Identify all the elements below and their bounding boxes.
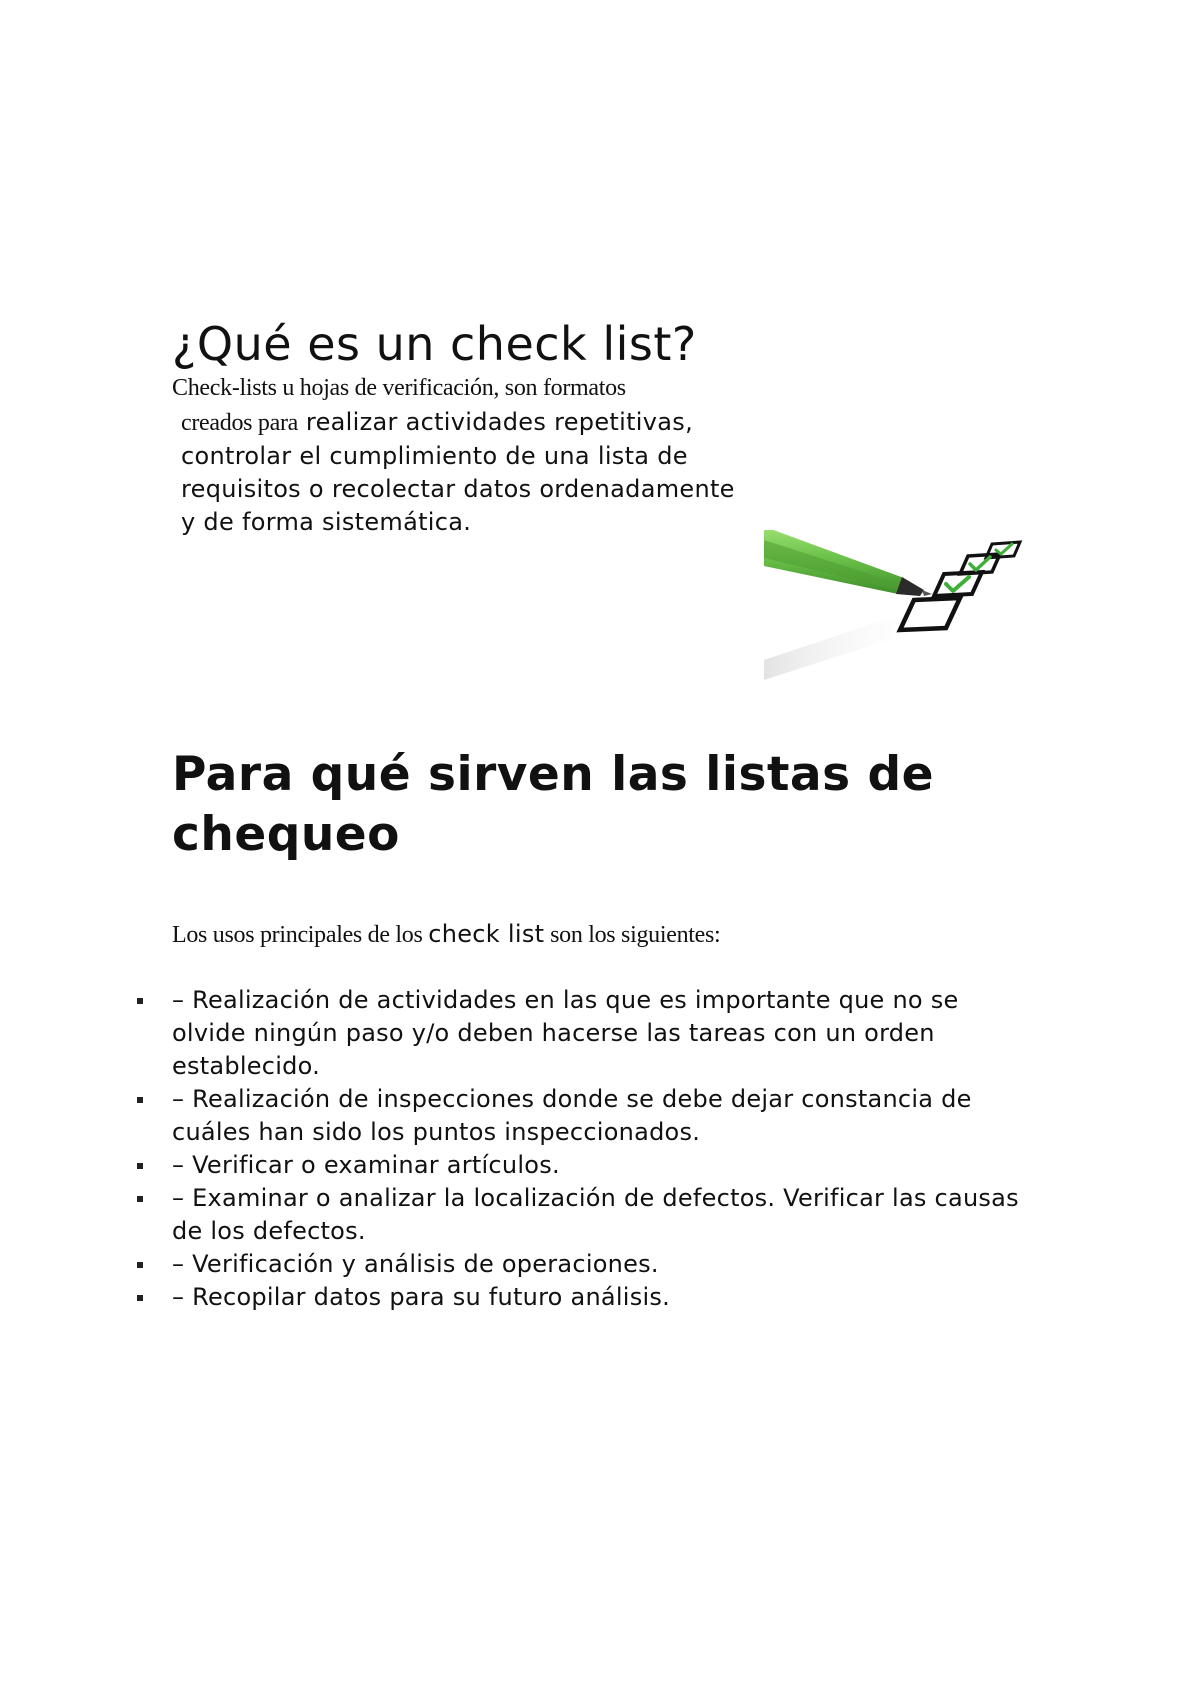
pen-checklist-icon bbox=[764, 530, 1028, 686]
bullet-icon bbox=[137, 1163, 143, 1169]
list-item bbox=[172, 984, 1032, 1083]
list-item bbox=[172, 1149, 1032, 1182]
list-item bbox=[172, 1083, 1032, 1149]
bullet-icon bbox=[137, 1295, 143, 1301]
list-item-text: – Realización de inspecciones donde se debe dejar constancia de cuáles han sido los puntos inspeccionados. bbox=[172, 1085, 972, 1146]
uses-intro-before: Los usos principales de los bbox=[172, 922, 429, 948]
list-item bbox=[172, 1281, 1032, 1314]
intro-paragraph bbox=[172, 372, 852, 539]
uses-intro-after: son los siguientes: bbox=[544, 922, 721, 948]
list-item-text: – Verificar o examinar artículos. bbox=[172, 1151, 560, 1179]
list-item-text: – Realización de actividades en las que es importante que no se olvide ningún paso y/o deben hacerse las tareas con un orden establecido. bbox=[172, 986, 959, 1080]
list-item-text: – Examinar o analizar la localización de defectos. Verificar las causas de los defectos. bbox=[172, 1184, 1019, 1245]
intro-line-1: Check-lists u hojas de verificación, son formatos bbox=[172, 375, 626, 401]
bullet-icon bbox=[137, 998, 143, 1004]
intro-line-2-sans: realizar actividades repetitivas, bbox=[298, 408, 694, 436]
intro-line-2 bbox=[172, 405, 852, 440]
uses-intro bbox=[172, 918, 720, 951]
list-item-text: – Recopilar datos para su futuro análisis. bbox=[172, 1283, 670, 1311]
uses-list bbox=[172, 984, 1032, 1314]
bullet-icon bbox=[137, 1097, 143, 1103]
uses-intro-term: check list bbox=[428, 920, 545, 948]
page-title: ¿Qué es un check list? bbox=[172, 317, 697, 371]
intro-line-2-serif: creados para bbox=[181, 410, 298, 436]
bullet-icon bbox=[137, 1262, 143, 1268]
intro-line-5: y de forma sistemática. bbox=[181, 508, 472, 536]
section-heading: Para qué sirven las listas de chequeo bbox=[172, 747, 935, 862]
list-item bbox=[172, 1182, 1032, 1248]
intro-line-3: controlar el cumplimiento de una lista de bbox=[181, 442, 688, 470]
intro-line-4: requisitos o recolectar datos ordenadamente bbox=[181, 475, 735, 503]
list-item bbox=[172, 1248, 1032, 1281]
bullet-icon bbox=[137, 1196, 143, 1202]
list-item-text: – Verificación y análisis de operaciones. bbox=[172, 1250, 659, 1278]
